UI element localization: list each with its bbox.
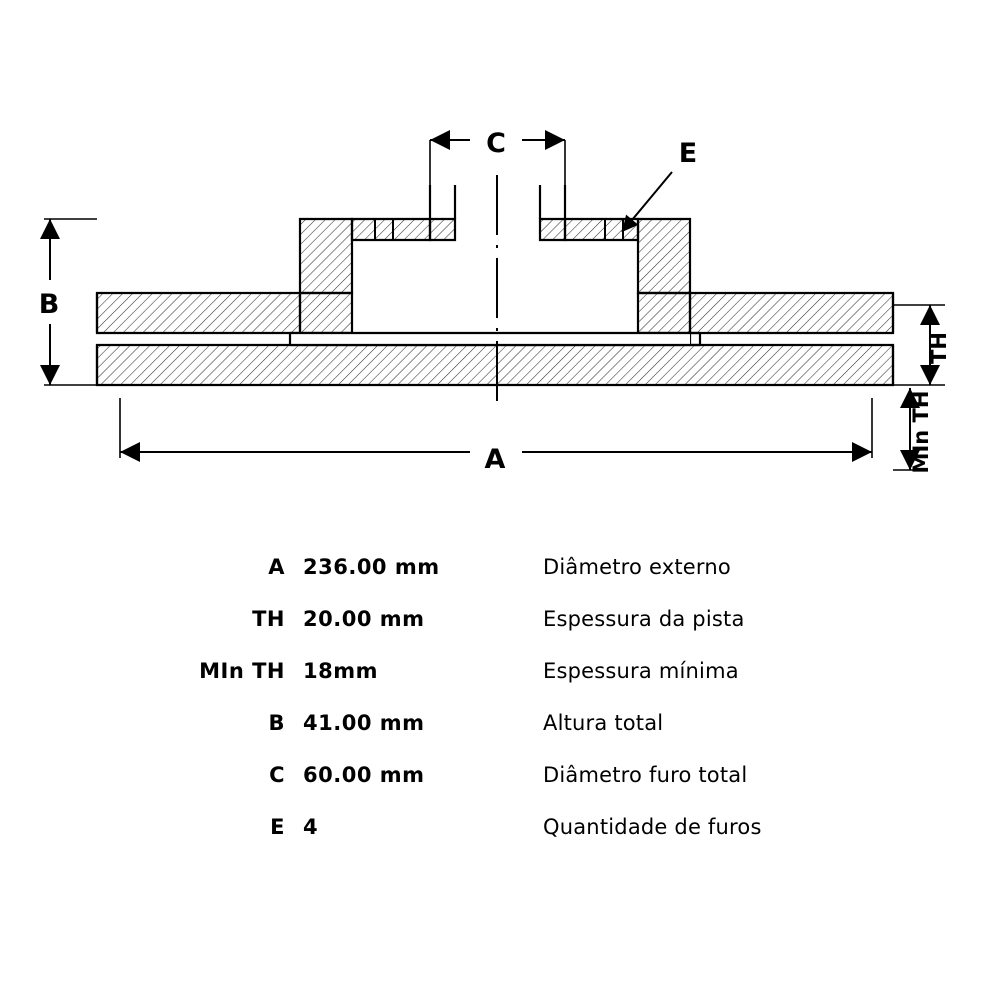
- spec-value: 18mm: [303, 659, 378, 683]
- spec-symbol: MIn TH: [199, 659, 285, 683]
- spec-symbol: TH: [252, 607, 285, 631]
- table-row: [0, 659, 1000, 711]
- dimension-min-th-label: MIn TH: [909, 390, 933, 474]
- disc-cross-section: [97, 175, 893, 405]
- dimension-c-label: C: [486, 128, 506, 159]
- dimension-min-th: [893, 388, 933, 473]
- spec-value: 20.00 mm: [303, 607, 425, 631]
- spec-value: 4: [303, 815, 319, 839]
- dimension-b-label: B: [38, 289, 60, 320]
- specification-table: [0, 555, 1000, 867]
- spec-description: Quantidade de furos: [543, 815, 762, 839]
- spec-value: 236.00 mm: [303, 555, 440, 579]
- dimension-a: [120, 398, 872, 475]
- spec-symbol: C: [269, 763, 285, 787]
- table-row: [0, 815, 1000, 867]
- callout-e-label: E: [678, 138, 698, 169]
- spec-value: 41.00 mm: [303, 711, 425, 735]
- spec-description: Espessura mínima: [543, 659, 739, 683]
- table-row: [0, 763, 1000, 815]
- table-row: [0, 711, 1000, 763]
- dimension-th-label: TH: [927, 332, 951, 364]
- spec-description: Espessura da pista: [543, 607, 745, 631]
- spec-description: Diâmetro furo total: [543, 763, 748, 787]
- dimension-th: [893, 305, 951, 385]
- spec-value: 60.00 mm: [303, 763, 425, 787]
- table-row: [0, 555, 1000, 607]
- dimension-a-label: A: [484, 444, 506, 475]
- spec-description: Altura total: [543, 711, 664, 735]
- spec-symbol: E: [270, 815, 285, 839]
- spec-description: Diâmetro externo: [543, 555, 731, 579]
- spec-symbol: A: [268, 555, 285, 579]
- table-row: [0, 607, 1000, 659]
- dimension-b: [32, 219, 97, 385]
- spec-symbol: B: [268, 711, 285, 735]
